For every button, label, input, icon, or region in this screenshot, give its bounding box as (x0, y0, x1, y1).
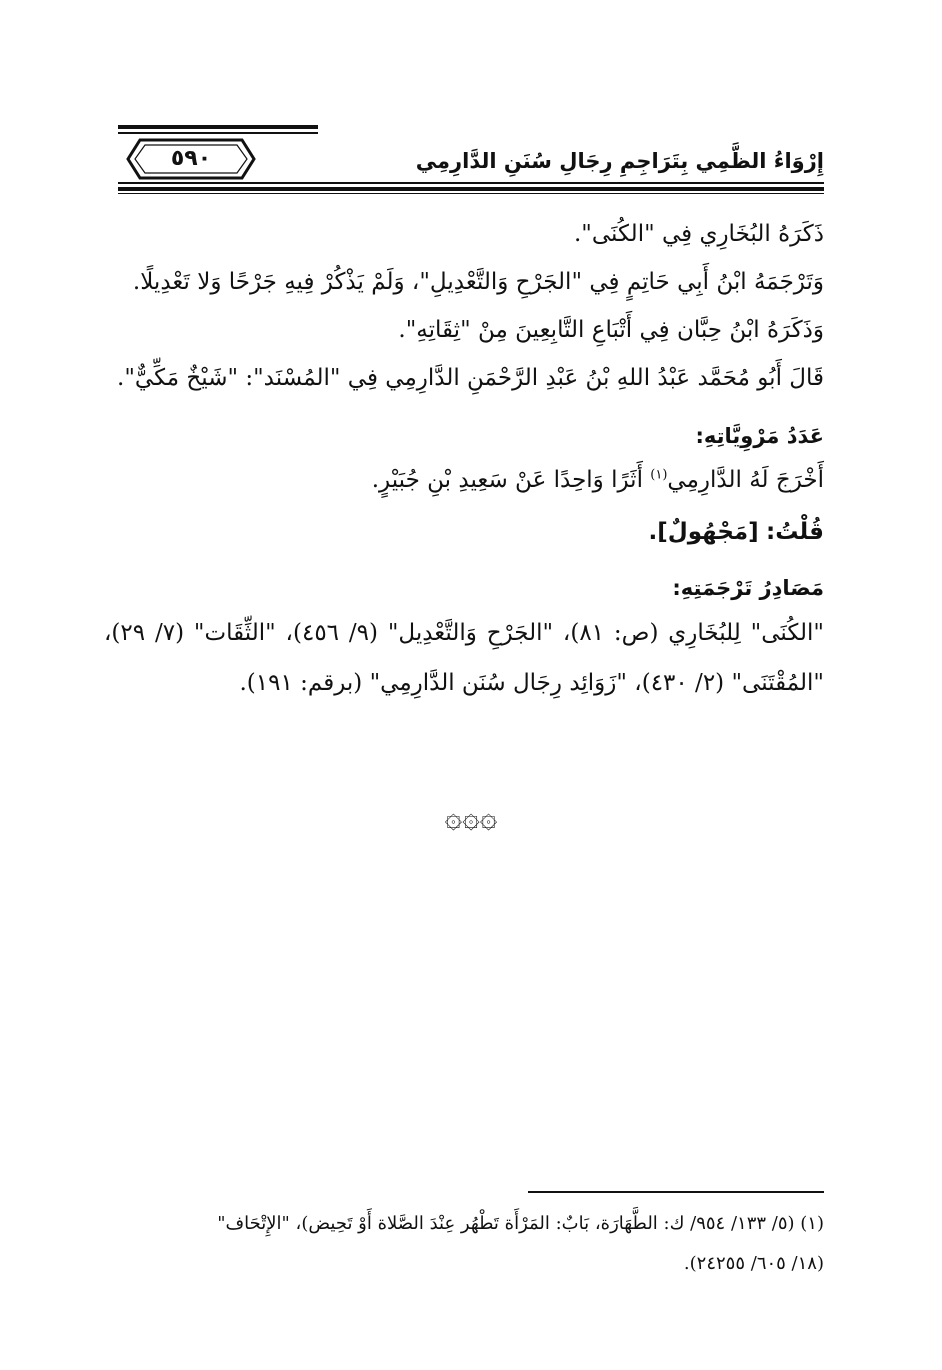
footnote-marker: (١) (650, 467, 668, 483)
body-line: وَتَرْجَمَهُ ابْنُ أَبِي حَاتِمٍ فِي "الجَرْحِ وَالتَّعْدِيلِ"، وَلَمْ يَذْكُرْ فِيهِ جَرْحًا وَلا تَعْدِيلًا. (132, 269, 824, 295)
header-bottom-rule (118, 182, 824, 196)
footnote-line: (١) (٥/ ١٣٣/ ٩٥٤/ ك: الطَّهَارَة، بَابٌ: المَرْأَة تَطْهُر عِنْدَ الصَّلاة أَوْ تَحِيض)، "الإِتْحَاف" (217, 1213, 824, 1234)
sources-heading: مَصَادِرُ تَرْجَمَتِهِ: (672, 576, 824, 600)
page-header (118, 120, 824, 200)
qult-line (104, 510, 824, 554)
body-line: وَذَكَرَهُ ابْنُ حِبَّان فِي أَتْبَاعِ التَّابِعِينَ مِنْ "ثِقَاتِهِ". (398, 317, 824, 343)
narrations-line (104, 456, 824, 504)
footnote-line: (١٨/ ٦٠٥/ ٢٤٢٥٥). (683, 1253, 824, 1274)
narrations-text: أَخْرَجَ لَهُ الدَّارِمِي (667, 467, 824, 493)
narrations-heading: عَدَدُ مَرْوِيَّاتِهِ: (695, 424, 824, 448)
footnote-separator (528, 1191, 824, 1193)
footnote (124, 1204, 824, 1284)
qult-verdict: [مَجْهُولٌ]. (648, 519, 759, 545)
page-number: ٥٩٠ (170, 146, 212, 171)
body-line: ذَكَرَهُ البُخَارِي فِي "الكُنَى". (573, 221, 824, 247)
body-line: قَالَ أَبُو مُحَمَّد عَبْدُ اللهِ بْنُ عَبْدِ الرَّحْمَنِ الدَّارِمِي فِي "المُسْنَد": "شَيْخٌ مَكِّيٌّ". (117, 365, 824, 391)
qult-label: قُلْتُ: (766, 519, 824, 545)
narrations-text-rest: أَثَرًا وَاحِدًا عَنْ سَعِيدِ بْنِ جُبَيْرٍ. (371, 467, 651, 493)
section-end-ornament: ۞۞۞ (444, 800, 498, 835)
main-text (104, 210, 824, 708)
page-number-frame (126, 138, 256, 180)
header-top-rule (118, 125, 318, 135)
running-title: إِرْوَاءُ الظَّمِي بِتَرَاجِمِ رِجَالِ سُنَنِ الدَّارِمِي (415, 149, 824, 173)
sources-text: "الكُنَى" لِلبُخَارِي (ص: ٨١)، "الجَرْحِ وَالتَّعْدِيل" (٩/ ٤٥٦)، "الثِّقَات" (٧/ ٢٩)، "المُقْتَنَى" (٢/ ٤٣٠)، "زَوَائِد رِجَال سُنَن الدَّارِمِي" (برقم: ١٩١). (104, 620, 825, 696)
